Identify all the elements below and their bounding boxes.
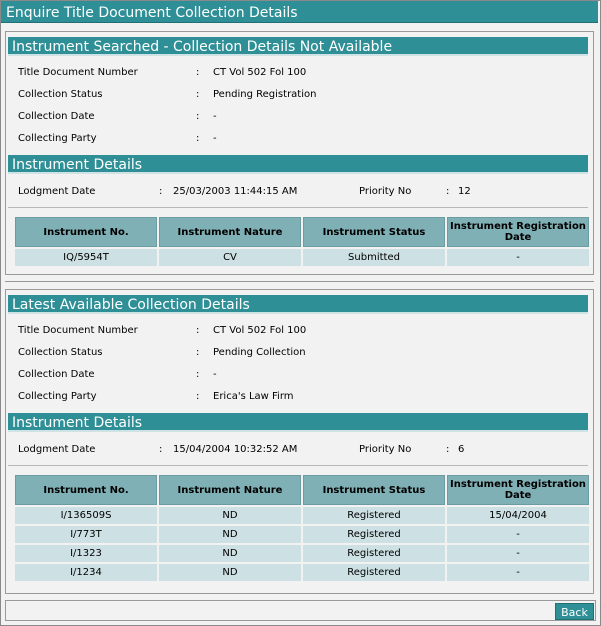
colon: : [196, 133, 200, 144]
cell-instrument-no: I/1234 [15, 564, 157, 581]
section-title-instrument-searched: Instrument Searched - Collection Details Not Available [8, 37, 588, 56]
field-value-collection-date: - [213, 369, 217, 380]
colon: : [196, 391, 200, 402]
cell-registration-date: - [447, 564, 589, 581]
colon: : [446, 444, 450, 455]
field-label-collecting-party: Collecting Party [18, 133, 97, 144]
cell-instrument-no: I/773T [15, 526, 157, 543]
table-row [15, 545, 589, 562]
colon: : [159, 186, 163, 197]
cell-instrument-nature: ND [159, 564, 301, 581]
cell-instrument-nature: CV [159, 249, 301, 266]
page-title: Enquire Title Document Collection Details [1, 1, 598, 23]
colon: : [196, 89, 200, 100]
table-row [15, 507, 589, 524]
col-header-instrument-status: Instrument Status [303, 217, 445, 247]
field-value-title-document-number: CT Vol 502 Fol 100 [213, 325, 307, 336]
lodgment-date-value: 25/03/2003 11:44:15 AM [173, 186, 298, 197]
section-title-instrument-details: Instrument Details [8, 155, 588, 174]
colon: : [196, 369, 200, 380]
cell-instrument-no: I/136509S [15, 507, 157, 524]
priority-no-value: 6 [458, 444, 465, 455]
instrument-table [13, 215, 591, 268]
field-label-title-document-number: Title Document Number [18, 325, 138, 336]
colon: : [196, 347, 200, 358]
field-label-collection-date: Collection Date [18, 111, 95, 122]
divider [5, 281, 594, 282]
section-title-instrument-details: Instrument Details [8, 413, 588, 432]
cell-registration-date: - [447, 545, 589, 562]
col-header-registration-date: Instrument Registration Date [447, 217, 589, 247]
field-value-collection-date: - [213, 111, 217, 122]
field-value-collection-status: Pending Collection [213, 347, 306, 358]
col-header-instrument-status: Instrument Status [303, 475, 445, 505]
field-label-collecting-party: Collecting Party [18, 391, 97, 402]
section-title-latest-collection: Latest Available Collection Details [8, 295, 588, 314]
priority-no-label: Priority No [359, 186, 412, 197]
divider [8, 465, 588, 466]
colon: : [446, 186, 450, 197]
colon: : [196, 111, 200, 122]
table-row [15, 564, 589, 581]
colon: : [196, 67, 200, 78]
lodgment-date-label: Lodgment Date [18, 186, 96, 197]
cell-instrument-status: Registered [303, 545, 445, 562]
cell-instrument-status: Registered [303, 507, 445, 524]
field-value-collecting-party: Erica's Law Firm [213, 391, 294, 402]
lodgment-date-label: Lodgment Date [18, 444, 96, 455]
cell-instrument-status: Submitted [303, 249, 445, 266]
cell-instrument-no: I/1323 [15, 545, 157, 562]
field-label-collection-date: Collection Date [18, 369, 95, 380]
cell-instrument-no: IQ/5954T [15, 249, 157, 266]
cell-instrument-nature: ND [159, 545, 301, 562]
divider [8, 207, 588, 208]
back-button[interactable]: Back [555, 603, 594, 620]
table-row [15, 526, 589, 543]
field-value-title-document-number: CT Vol 502 Fol 100 [213, 67, 307, 78]
instrument-table [13, 473, 591, 583]
cell-registration-date: - [447, 249, 589, 266]
col-header-registration-date: Instrument Registration Date [447, 475, 589, 505]
col-header-instrument-no: Instrument No. [15, 217, 157, 247]
footer-bar [5, 600, 596, 621]
colon: : [196, 325, 200, 336]
field-value-collecting-party: - [213, 133, 217, 144]
col-header-instrument-no: Instrument No. [15, 475, 157, 505]
cell-registration-date: 15/04/2004 [447, 507, 589, 524]
cell-instrument-status: Registered [303, 564, 445, 581]
field-label-collection-status: Collection Status [18, 347, 103, 358]
lodgment-date-value: 15/04/2004 10:32:52 AM [173, 444, 298, 455]
col-header-instrument-nature: Instrument Nature [159, 475, 301, 505]
field-label-title-document-number: Title Document Number [18, 67, 138, 78]
col-header-instrument-nature: Instrument Nature [159, 217, 301, 247]
colon: : [159, 444, 163, 455]
cell-registration-date: - [447, 526, 589, 543]
cell-instrument-status: Registered [303, 526, 445, 543]
table-row [15, 249, 589, 266]
field-value-collection-status: Pending Registration [213, 89, 317, 100]
priority-no-label: Priority No [359, 444, 412, 455]
priority-no-value: 12 [458, 186, 471, 197]
field-label-collection-status: Collection Status [18, 89, 103, 100]
cell-instrument-nature: ND [159, 507, 301, 524]
cell-instrument-nature: ND [159, 526, 301, 543]
